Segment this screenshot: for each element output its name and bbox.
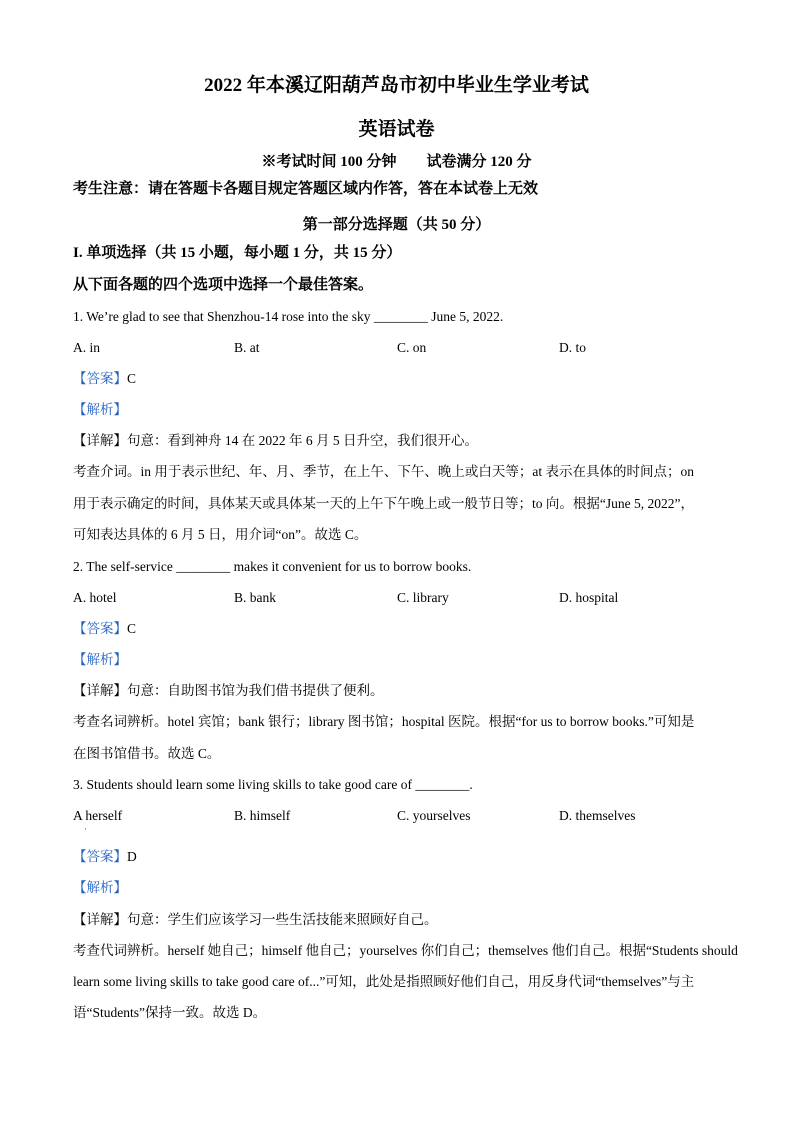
option-d: D. hospital: [559, 590, 619, 605]
option-a: A. hotel: [73, 590, 117, 605]
detail-line: [73, 911, 438, 929]
option-b: B. bank: [234, 590, 276, 605]
explanation-line: 在图书馆借书。故选 C。: [73, 746, 221, 761]
subject-title: 英语试卷: [358, 119, 435, 140]
part-heading: 第一部分选择题（共 50 分）: [302, 217, 491, 233]
option-a: A. in: [73, 340, 100, 355]
option-b: B. at: [234, 340, 260, 355]
question-stem: 3. Students should learn some living skills to take good care of ________.: [73, 777, 473, 792]
option-d: D. to: [559, 340, 586, 355]
question-stem: 2. The self-service ________ makes it convenient for us to borrow books.: [73, 559, 472, 574]
explanation-line: 用于表示确定的时间，具体某天或具体某一天的上午下午晚上或一般节日等；to 向。根据“June 5, 2022”，: [73, 496, 694, 511]
explanation-line: 语“Students”保持一致。故选 D。: [73, 1005, 267, 1020]
section-instruction: 从下面各题的四个选项中选择一个最佳答案。: [73, 277, 374, 293]
exam-info: ※考试时间 100 分钟 试卷满分 120 分: [261, 154, 532, 170]
stray-dot: ·: [84, 825, 87, 834]
answer-label: 【答案】: [73, 621, 127, 636]
detail-text: 句意：看到神舟 14 在 2022 年 6 月 5 日升空，我们很开心。: [127, 433, 478, 448]
option-c: C. library: [397, 590, 449, 605]
exam-title: 2022 年本溪辽阳葫芦岛市初中毕业生学业考试: [204, 75, 589, 96]
section-heading: I. 单项选择（共 15 小题，每小题 1 分，共 15 分）: [73, 245, 402, 261]
explanation-line: learn some living skills to take good care of...”可知，此处是指照顾好他们自己，用反身代词“themselves”与主: [73, 974, 695, 989]
answer-value: D: [127, 849, 137, 864]
detail-text: 句意：学生们应该学习一些生活技能来照顾好自己。: [127, 912, 438, 927]
answer-label: 【答案】: [73, 849, 127, 864]
answer-line: [73, 848, 137, 866]
answer-label: 【答案】: [73, 371, 127, 386]
option-d: D. themselves: [559, 808, 636, 823]
detail-label: 【详解】: [73, 683, 127, 698]
analysis-label: 【解析】: [73, 402, 127, 417]
option-c: C. on: [397, 340, 427, 355]
option-c: C. yourselves: [397, 808, 471, 823]
exam-notice: 考生注意：请在答题卡各题目规定答题区域内作答，答在本试卷上无效: [73, 181, 539, 197]
explanation-line: 可知表达具体的 6 月 5 日，用介词“on”。故选 C。: [73, 527, 368, 542]
analysis-label: 【解析】: [73, 880, 127, 895]
answer-line: [73, 370, 136, 388]
detail-label: 【详解】: [73, 912, 127, 927]
option-a: A herself: [73, 808, 123, 823]
answer-value: C: [127, 371, 137, 386]
detail-line: [73, 682, 384, 700]
answer-value: C: [127, 621, 137, 636]
detail-text: 句意：自助图书馆为我们借书提供了便利。: [127, 683, 384, 698]
answer-line: [73, 620, 136, 638]
explanation-line: 考查介词。in 用于表示世纪、年、月、季节，在上午、下午、晚上或白天等；at 表示在具体的时间点；on: [73, 464, 694, 479]
explanation-line: 考查名词辨析。hotel 宾馆；bank 银行；library 图书馆；hospital 医院。根据“for us to borrow books.”可知是: [73, 714, 695, 729]
explanation-line: 考查代词辨析。herself 她自己；himself 他自己；yourselves 你们自己；themselves 他们自己。根据“Students should: [73, 943, 738, 958]
detail-label: 【详解】: [73, 433, 127, 448]
option-b: B. himself: [234, 808, 291, 823]
analysis-label: 【解析】: [73, 652, 127, 667]
detail-line: [73, 432, 478, 450]
question-stem: 1. We’re glad to see that Shenzhou-14 rose into the sky ________ June 5, 2022.: [73, 309, 504, 324]
